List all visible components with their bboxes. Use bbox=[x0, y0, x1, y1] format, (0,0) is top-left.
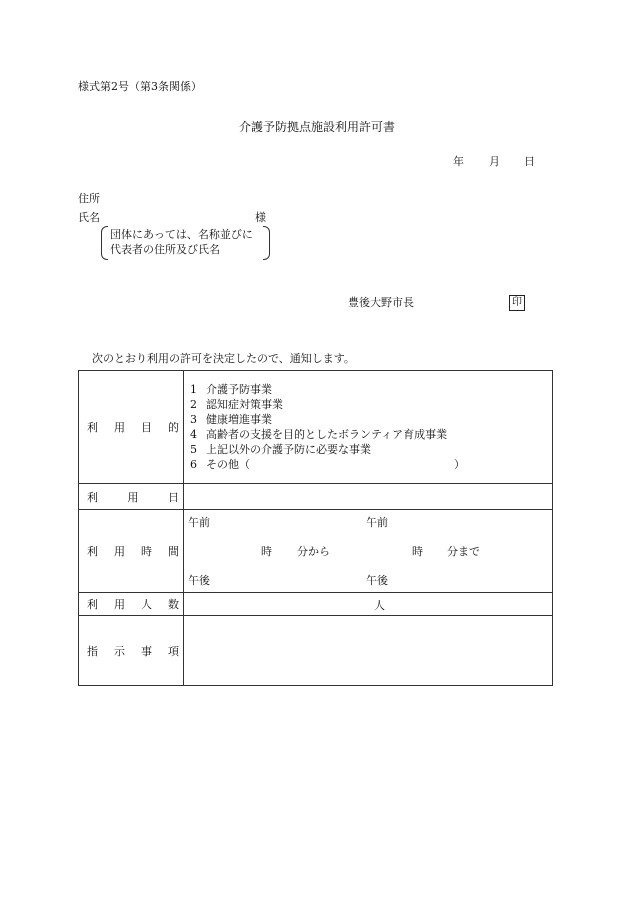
usage-date-value bbox=[184, 484, 553, 510]
start-from-label: 分から bbox=[297, 545, 330, 558]
instructions-label-char: 事 bbox=[141, 644, 152, 658]
purpose-label-char: 用 bbox=[114, 421, 125, 434]
address-label: 住所 bbox=[78, 192, 100, 205]
usage-time-label-char: 時 bbox=[141, 545, 152, 558]
date-day-label: 日 bbox=[524, 155, 535, 168]
users-label-char: 数 bbox=[168, 598, 179, 611]
instructions-label-char: 示 bbox=[114, 644, 125, 658]
usage-time-label bbox=[79, 510, 184, 593]
date-year-label: 年 bbox=[453, 155, 464, 168]
purpose-label bbox=[79, 371, 184, 484]
usage-date-label bbox=[79, 484, 184, 510]
honorific: 様 bbox=[255, 211, 266, 224]
intro-text: 次のとおり利用の許可を決定したので、通知します。 bbox=[92, 352, 355, 365]
usage-time-row bbox=[79, 510, 553, 593]
purpose-label-char: 的 bbox=[168, 421, 179, 434]
group-note-line1: 団体にあっては、名称並びに bbox=[110, 228, 253, 241]
end-am-label: 午前 bbox=[366, 516, 388, 529]
document-title: 介護予防拠点施設利用許可書 bbox=[239, 120, 396, 134]
purpose-label-char: 目 bbox=[141, 421, 152, 434]
purpose-item: 3 健康増進事業 bbox=[190, 413, 272, 426]
name-label: 氏名 bbox=[78, 211, 100, 224]
note-bracket-right bbox=[263, 226, 270, 260]
users-row bbox=[79, 593, 553, 616]
purpose-item: 2 認知症対策事業 bbox=[190, 398, 283, 411]
seal-mark: 印 bbox=[509, 295, 525, 311]
group-note-line2: 代表者の住所及び氏名 bbox=[110, 243, 220, 256]
users-label-char: 用 bbox=[114, 598, 125, 611]
users-label-char: 利 bbox=[87, 598, 98, 611]
end-until-label: 分まで bbox=[447, 545, 480, 558]
instructions-label bbox=[79, 616, 184, 686]
end-pm-label: 午後 bbox=[366, 574, 388, 587]
date-month-label: 月 bbox=[489, 155, 500, 168]
purpose-item: 5 上記以外の介護予防に必要な事業 bbox=[190, 443, 371, 456]
usage-time-label-char: 用 bbox=[114, 545, 125, 558]
purpose-item: 1 介護予防事業 bbox=[190, 383, 272, 396]
end-hour-label: 時 bbox=[412, 545, 423, 558]
start-hour-label: 時 bbox=[261, 545, 272, 558]
users-label-char: 人 bbox=[141, 598, 152, 611]
usage-time-value bbox=[184, 510, 553, 593]
usage-date-row bbox=[79, 484, 553, 510]
purpose-item-other: 6 その他（ ） bbox=[190, 458, 465, 471]
purpose-options bbox=[184, 371, 553, 484]
instructions-label-char: 項 bbox=[168, 644, 179, 658]
instructions-row bbox=[79, 616, 553, 686]
users-value bbox=[184, 593, 553, 616]
start-am-label: 午前 bbox=[188, 516, 210, 529]
note-bracket-left bbox=[101, 226, 108, 260]
start-pm-label: 午後 bbox=[188, 574, 210, 587]
usage-date-label-char: 利 bbox=[87, 490, 98, 504]
issuer: 豊後大野市長 bbox=[348, 296, 414, 309]
purpose-item: 4 高齢者の支援を目的としたボランティア育成事業 bbox=[190, 428, 448, 441]
permit-table bbox=[78, 370, 553, 686]
usage-date-label-char: 用 bbox=[127, 490, 139, 504]
users-label bbox=[79, 593, 184, 616]
instructions-value bbox=[184, 616, 553, 686]
purpose-row bbox=[79, 371, 553, 484]
other-close-paren: ） bbox=[454, 458, 465, 471]
users-unit: 人 bbox=[374, 599, 385, 612]
usage-time-label-char: 間 bbox=[168, 545, 179, 558]
usage-date-label-char: 日 bbox=[168, 490, 179, 504]
purpose-label-char: 利 bbox=[87, 421, 98, 434]
usage-time-label-char: 利 bbox=[87, 545, 98, 558]
form-number: 様式第2号（第3条関係） bbox=[78, 80, 202, 93]
instructions-label-char: 指 bbox=[87, 644, 98, 658]
